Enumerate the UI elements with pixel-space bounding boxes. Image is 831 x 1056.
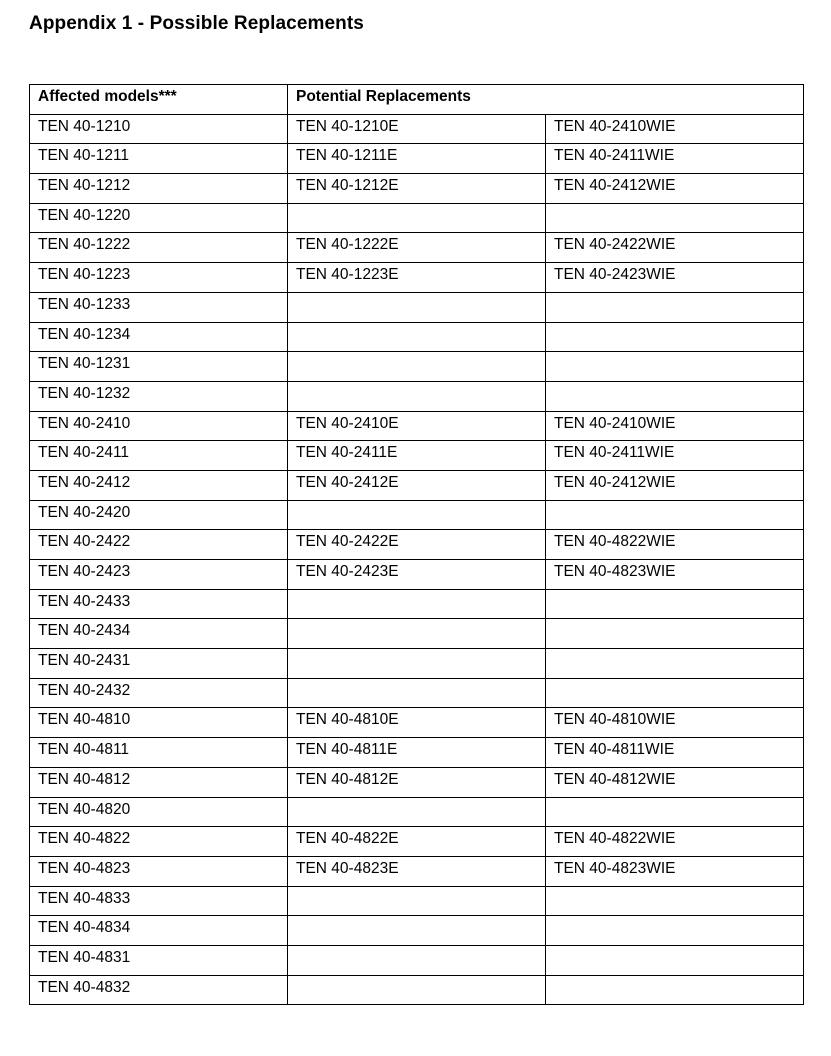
replacement-e-cell [288, 619, 546, 649]
table-row [30, 738, 804, 768]
table-row [30, 470, 804, 500]
replacement-wie-cell: TEN 40-4812WIE [546, 767, 804, 797]
replacement-wie-cell: TEN 40-4823WIE [546, 560, 804, 590]
affected-model-cell: TEN 40-2410 [30, 411, 288, 441]
replacement-e-cell [288, 975, 546, 1005]
replacement-wie-cell: TEN 40-2423WIE [546, 263, 804, 293]
table-row [30, 322, 804, 352]
replacement-wie-cell [546, 500, 804, 530]
header-affected-models: Affected models*** [30, 85, 288, 115]
table-row [30, 619, 804, 649]
table-row [30, 649, 804, 679]
replacement-e-cell: TEN 40-4810E [288, 708, 546, 738]
replacement-e-cell: TEN 40-4812E [288, 767, 546, 797]
affected-model-cell: TEN 40-4831 [30, 945, 288, 975]
replacement-e-cell [288, 945, 546, 975]
replacement-e-cell: TEN 40-1210E [288, 114, 546, 144]
affected-model-cell: TEN 40-2420 [30, 500, 288, 530]
replacement-wie-cell [546, 649, 804, 679]
table-row [30, 856, 804, 886]
replacement-e-cell: TEN 40-1223E [288, 263, 546, 293]
replacement-e-cell: TEN 40-2423E [288, 560, 546, 590]
affected-model-cell: TEN 40-1223 [30, 263, 288, 293]
affected-model-cell: TEN 40-1211 [30, 144, 288, 174]
table-row [30, 767, 804, 797]
replacement-wie-cell: TEN 40-4823WIE [546, 856, 804, 886]
replacement-e-cell [288, 797, 546, 827]
table-row [30, 530, 804, 560]
replacement-wie-cell [546, 203, 804, 233]
replacements-table [29, 84, 804, 1005]
affected-model-cell: TEN 40-2422 [30, 530, 288, 560]
replacement-wie-cell: TEN 40-2410WIE [546, 114, 804, 144]
table-row [30, 233, 804, 263]
replacement-wie-cell: TEN 40-2410WIE [546, 411, 804, 441]
affected-model-cell: TEN 40-2411 [30, 441, 288, 471]
affected-model-cell: TEN 40-4811 [30, 738, 288, 768]
replacement-e-cell [288, 916, 546, 946]
table-row [30, 352, 804, 382]
table-row [30, 203, 804, 233]
table-header-row [30, 85, 804, 115]
table-row [30, 411, 804, 441]
replacement-wie-cell: TEN 40-4811WIE [546, 738, 804, 768]
table-row [30, 945, 804, 975]
table-row [30, 263, 804, 293]
table-row [30, 560, 804, 590]
affected-model-cell: TEN 40-2431 [30, 649, 288, 679]
affected-model-cell: TEN 40-1234 [30, 322, 288, 352]
affected-model-cell: TEN 40-4820 [30, 797, 288, 827]
replacement-wie-cell: TEN 40-2412WIE [546, 174, 804, 204]
table-row [30, 708, 804, 738]
affected-model-cell: TEN 40-4822 [30, 827, 288, 857]
table-row [30, 678, 804, 708]
affected-model-cell: TEN 40-4823 [30, 856, 288, 886]
replacement-wie-cell: TEN 40-4822WIE [546, 530, 804, 560]
affected-model-cell: TEN 40-4810 [30, 708, 288, 738]
table-row [30, 589, 804, 619]
replacement-wie-cell [546, 886, 804, 916]
affected-model-cell: TEN 40-1232 [30, 381, 288, 411]
replacement-wie-cell: TEN 40-4822WIE [546, 827, 804, 857]
affected-model-cell: TEN 40-4832 [30, 975, 288, 1005]
table-row [30, 886, 804, 916]
replacement-e-cell: TEN 40-1212E [288, 174, 546, 204]
replacement-e-cell [288, 886, 546, 916]
table-row [30, 916, 804, 946]
replacement-wie-cell [546, 589, 804, 619]
table-row [30, 144, 804, 174]
table-row [30, 114, 804, 144]
replacement-e-cell: TEN 40-2410E [288, 411, 546, 441]
replacement-wie-cell [546, 678, 804, 708]
table-row [30, 827, 804, 857]
affected-model-cell: TEN 40-1231 [30, 352, 288, 382]
replacement-e-cell: TEN 40-2412E [288, 470, 546, 500]
table-row [30, 441, 804, 471]
table-row [30, 500, 804, 530]
affected-model-cell: TEN 40-4812 [30, 767, 288, 797]
replacement-e-cell [288, 381, 546, 411]
replacement-e-cell: TEN 40-2411E [288, 441, 546, 471]
replacement-e-cell [288, 292, 546, 322]
affected-model-cell: TEN 40-1212 [30, 174, 288, 204]
replacement-wie-cell [546, 945, 804, 975]
replacement-wie-cell [546, 619, 804, 649]
table-row [30, 292, 804, 322]
replacement-wie-cell: TEN 40-2422WIE [546, 233, 804, 263]
replacement-wie-cell: TEN 40-2411WIE [546, 441, 804, 471]
replacement-e-cell: TEN 40-4823E [288, 856, 546, 886]
affected-model-cell: TEN 40-2432 [30, 678, 288, 708]
table-row [30, 381, 804, 411]
affected-model-cell: TEN 40-1220 [30, 203, 288, 233]
replacement-wie-cell [546, 381, 804, 411]
table-row [30, 174, 804, 204]
replacement-e-cell: TEN 40-4822E [288, 827, 546, 857]
replacement-e-cell: TEN 40-2422E [288, 530, 546, 560]
replacement-wie-cell [546, 797, 804, 827]
affected-model-cell: TEN 40-1222 [30, 233, 288, 263]
replacement-wie-cell [546, 916, 804, 946]
replacement-e-cell [288, 352, 546, 382]
replacement-wie-cell [546, 975, 804, 1005]
replacement-wie-cell: TEN 40-2412WIE [546, 470, 804, 500]
replacement-e-cell [288, 500, 546, 530]
replacement-wie-cell [546, 352, 804, 382]
affected-model-cell: TEN 40-2423 [30, 560, 288, 590]
replacement-wie-cell [546, 292, 804, 322]
replacement-wie-cell: TEN 40-4810WIE [546, 708, 804, 738]
replacement-e-cell: TEN 40-1222E [288, 233, 546, 263]
replacement-e-cell [288, 678, 546, 708]
replacement-wie-cell: TEN 40-2411WIE [546, 144, 804, 174]
replacement-e-cell [288, 589, 546, 619]
replacement-e-cell [288, 649, 546, 679]
affected-model-cell: TEN 40-1210 [30, 114, 288, 144]
replacement-e-cell: TEN 40-1211E [288, 144, 546, 174]
table-body [30, 85, 804, 1005]
replacement-e-cell [288, 203, 546, 233]
affected-model-cell: TEN 40-1233 [30, 292, 288, 322]
header-potential-replacements: Potential Replacements [288, 85, 804, 115]
affected-model-cell: TEN 40-2434 [30, 619, 288, 649]
table-row [30, 975, 804, 1005]
page-title: Appendix 1 - Possible Replacements [29, 13, 364, 34]
replacement-wie-cell [546, 322, 804, 352]
replacement-e-cell: TEN 40-4811E [288, 738, 546, 768]
affected-model-cell: TEN 40-4834 [30, 916, 288, 946]
affected-model-cell: TEN 40-4833 [30, 886, 288, 916]
replacement-e-cell [288, 322, 546, 352]
affected-model-cell: TEN 40-2433 [30, 589, 288, 619]
affected-model-cell: TEN 40-2412 [30, 470, 288, 500]
table-row [30, 797, 804, 827]
